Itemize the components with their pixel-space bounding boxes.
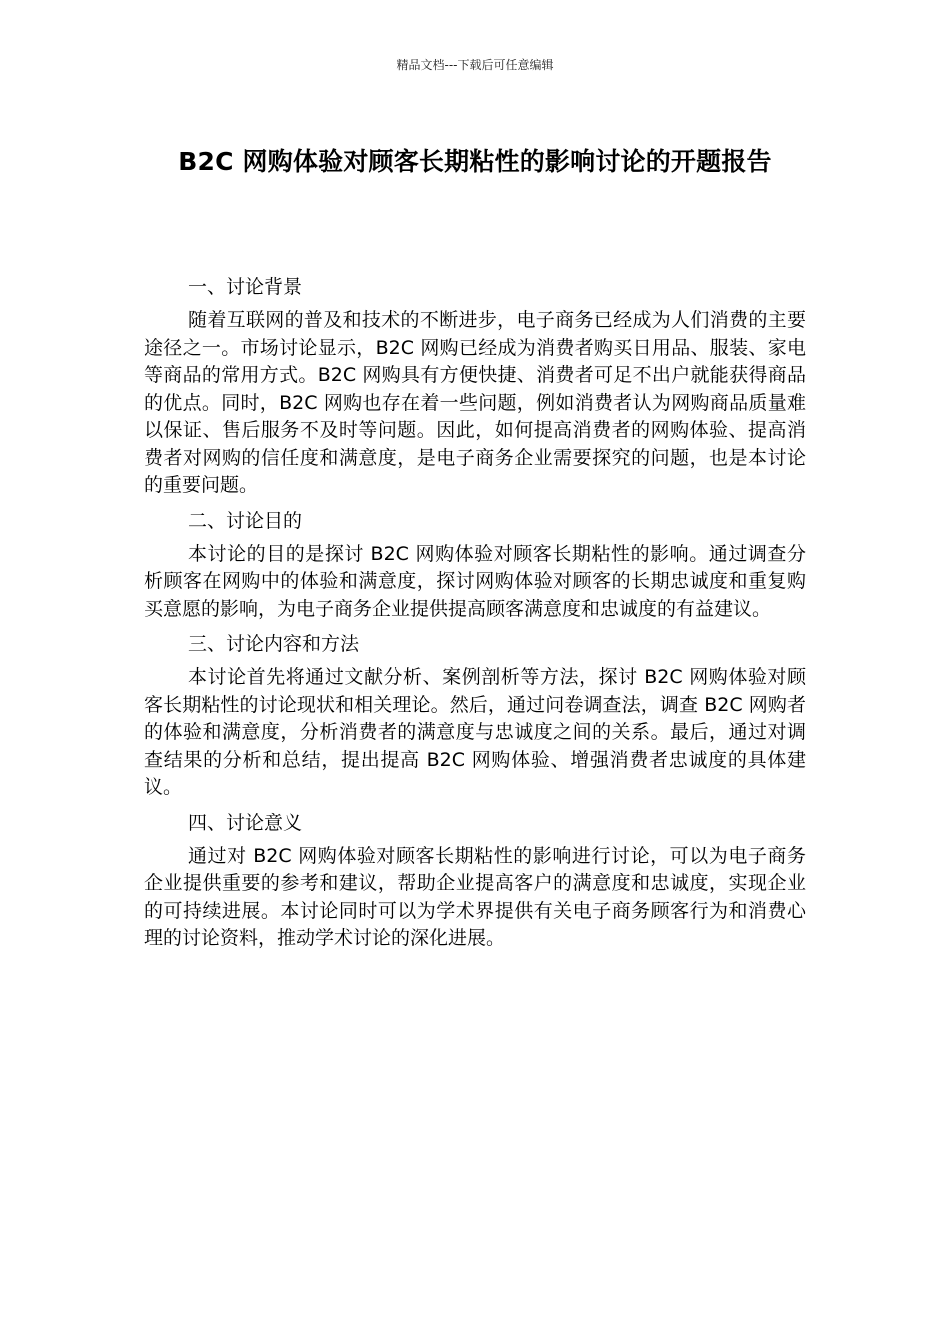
section-paragraph-content-method: 本讨论首先将通过文献分析、案例剖析等方法，探讨 B2C 网购体验对顾客长期粘性的讨论现状和相关理论。然后，通过问卷调查法，调查 B2C 网购者的体验和满意度，分析消费者的满意度与忠诚度之间的关系。最后，通过对调查结果的分析和总结，提出提高 B2C 网购体验、增强消费者忠诚度的具体建议。 [144, 666, 806, 798]
document-body [144, 272, 806, 959]
section-heading-significance: 四、讨论意义 [188, 811, 303, 834]
section-background [144, 272, 806, 500]
section-significance [144, 808, 806, 953]
section-heading-content-method: 三、讨论内容和方法 [188, 633, 360, 655]
running-header: 精品文档---下载后可任意编辑 [396, 58, 554, 72]
section-heading-background: 一、讨论背景 [188, 276, 303, 298]
section-heading-purpose: 二、讨论目的 [188, 509, 303, 532]
section-purpose [144, 506, 806, 624]
section-content-method [144, 629, 806, 802]
section-paragraph-significance: 通过对 B2C 网购体验对顾客长期粘性的影响进行讨论，可以为电子商务企业提供重要的参考和建议，帮助企业提高客户的满意度和忠诚度，实现企业的可持续进展。本讨论同时可以为学术界提供有关电子商务顾客行为和消费心理的讨论资料，推动学术讨论的深化进展。 [144, 844, 806, 949]
section-paragraph-background: 随着互联网的普及和技术的不断进步，电子商务已经成为人们消费的主要途径之一。市场讨论显示，B2C 网购已经成为消费者购买日用品、服装、家电等商品的常用方式。B2C 网购具有方便快捷、消费者可足不出户就能获得商品的优点。同时，B2C 网购也存在着一些问题，例如消费者认为网购商品质量难以保证、售后服务不及时等问题。因此，如何提高消费者的网购体验、提高消费者对网购的信任度和满意度，是电子商务企业需要探究的问题，也是本讨论的重要问题。 [144, 309, 806, 496]
document-title: B2C 网购体验对顾客长期粘性的影响讨论的开题报告 [178, 147, 772, 176]
section-paragraph-purpose: 本讨论的目的是探讨 B2C 网购体验对顾客长期粘性的影响。通过调查分析顾客在网购中的体验和满意度，探讨网购体验对顾客的长期忠诚度和重复购买意愿的影响，为电子商务企业提供提高顾客满意度和忠诚度的有益建议。 [144, 542, 806, 620]
